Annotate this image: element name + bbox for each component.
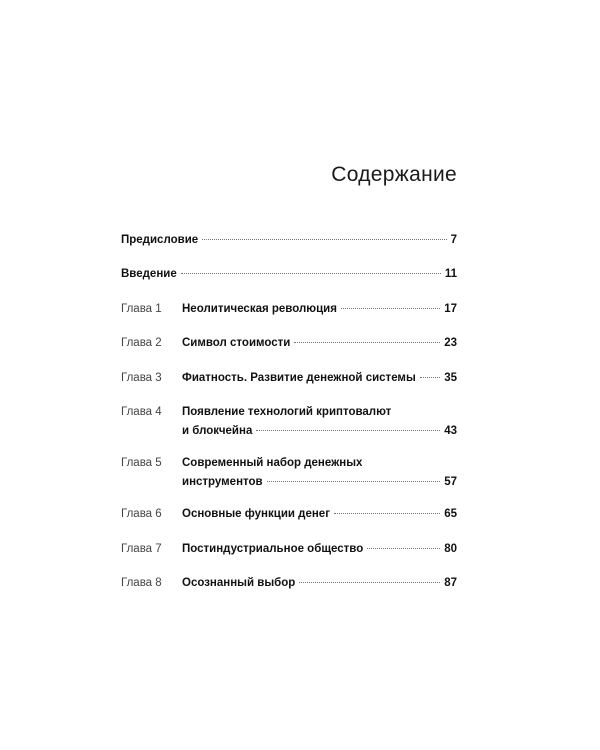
toc-page-number: 57 [444,476,457,488]
toc-page-number: 80 [444,543,457,555]
dot-leader [256,430,440,431]
toc-entry-chapter-4 [121,403,457,441]
toc-entry-title: Символ стоимости [182,337,291,349]
toc-entry-title: Постиндустриальное общество [182,543,364,555]
dot-leader [334,513,440,514]
toc-entry-chapter-2 [121,334,457,353]
toc-page-number: 35 [444,372,457,384]
toc-page-number: 43 [444,425,457,437]
toc-entry-preface [121,231,457,250]
dot-leader [202,239,446,240]
toc-title: Содержание [331,163,457,186]
chapter-label: Глава 7 [121,543,162,555]
toc-entry-title: Предисловие [121,234,199,246]
toc-entry-title-line-2: инструментов [182,476,263,488]
toc-page-number: 65 [444,508,457,520]
chapter-label: Глава 1 [121,303,162,315]
toc-entry-introduction [121,265,457,284]
toc-entry-chapter-6 [121,505,457,524]
toc-entry-title: Введение [121,268,177,280]
toc-entry-title-line-1: Современный набор денежных [182,457,363,469]
toc-page-number: 87 [444,577,457,589]
chapter-label: Глава 3 [121,372,162,384]
toc-entry-chapter-7 [121,540,457,559]
toc-entry-chapter-5 [121,454,457,492]
toc-page-number: 17 [444,303,457,315]
toc-entry-title-line-2: и блокчейна [182,425,253,437]
toc-entry-title: Неолитическая революция [182,303,337,315]
toc-entry-title: Фиатность. Развитие денежной системы [182,372,416,384]
toc-entry-title: Основные функции денег [182,508,330,520]
toc-entry-chapter-8 [121,574,457,593]
chapter-label: Глава 4 [121,406,162,418]
toc-entry-chapter-1 [121,300,457,319]
toc-entry-chapter-3 [121,369,457,388]
toc-page-number: 23 [444,337,457,349]
dot-leader [267,481,441,482]
dot-leader [181,273,441,274]
toc-page-number: 7 [450,234,457,246]
chapter-label: Глава 6 [121,508,162,520]
dot-leader [367,548,440,549]
dot-leader [294,342,440,343]
dot-leader [299,582,440,583]
dot-leader [341,308,440,309]
chapter-label: Глава 2 [121,337,162,349]
toc-page-number: 11 [444,268,457,280]
toc-entry-title: Осознанный выбор [182,577,296,589]
chapter-label: Глава 8 [121,577,162,589]
dot-leader [420,377,440,378]
chapter-label: Глава 5 [121,457,162,469]
toc-entry-title-line-1: Появление технологий криптовалют [182,406,392,418]
